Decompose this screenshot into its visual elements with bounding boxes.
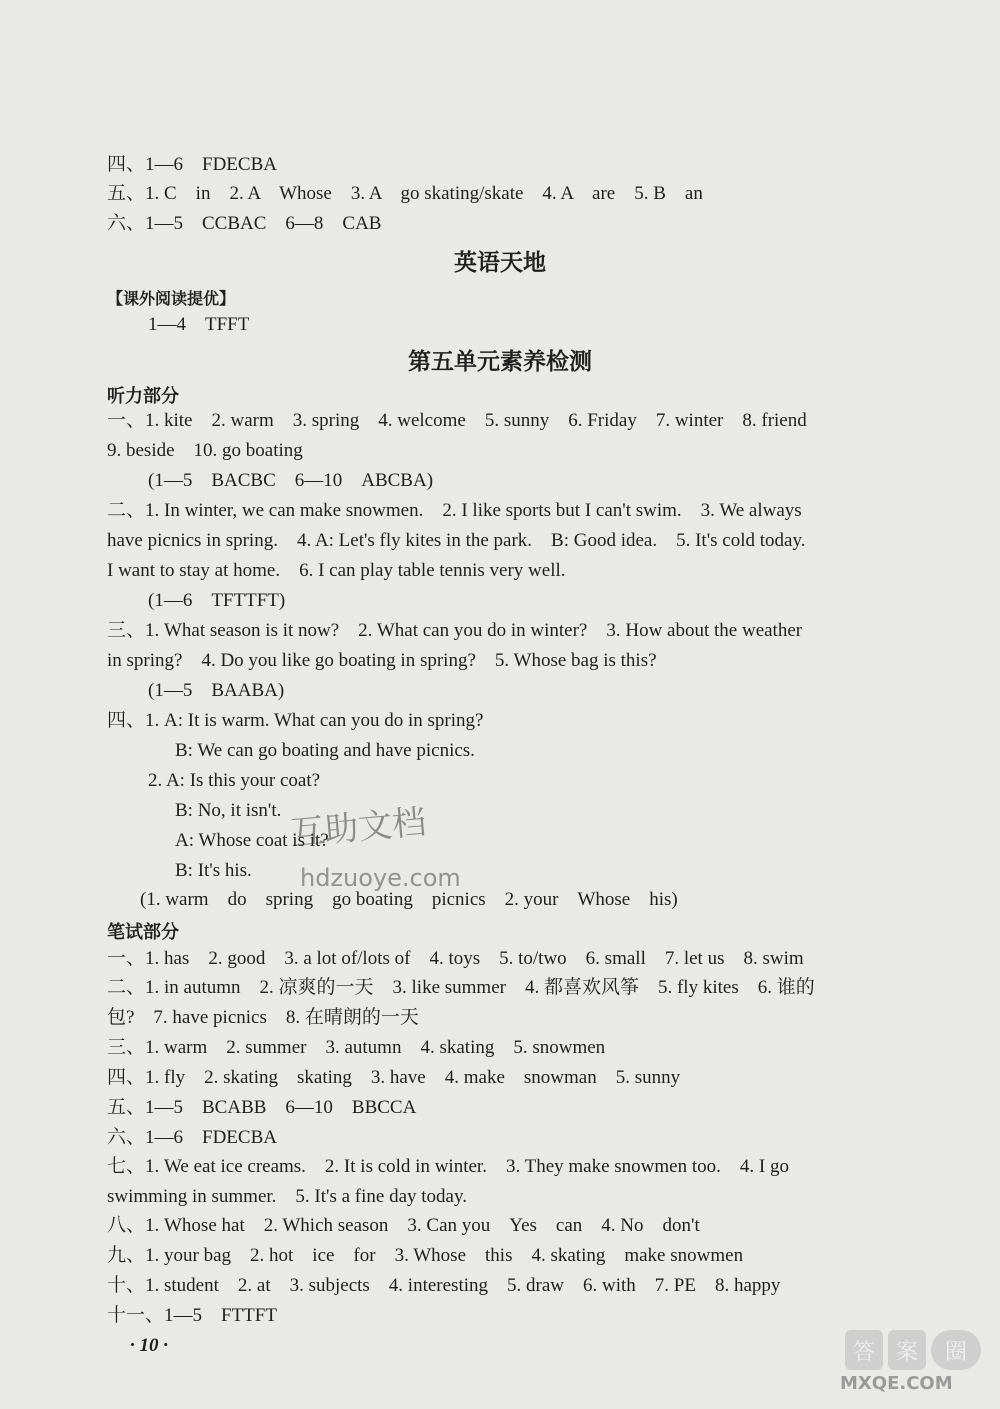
answer-line: 一、1. kite 2. warm 3. spring 4. welcome 5. sunny 6. Friday 7. winter 8. friend <box>107 410 807 431</box>
section-heading-writing: 笔试部分 <box>107 922 179 943</box>
answer-line: 三、1. What season is it now? 2. What can you do in winter? 3. How about the weather <box>107 620 803 641</box>
answer-line: 九、1. your bag 2. hot ice for 3. Whose this 4. skating make snowmen <box>107 1245 744 1266</box>
answer-line: 四、1—6 FDECBA <box>107 154 277 175</box>
answer-line: I want to stay at home. 6. I can play table tennis very well. <box>107 560 566 581</box>
answer-line: (1. warm do spring go boating picnics 2. your Whose his) <box>140 889 678 910</box>
svg-text:圈: 圈 <box>944 1340 968 1365</box>
answer-line: 六、1—5 CCBAC 6—8 CAB <box>107 213 382 234</box>
page-number: · 10 · <box>130 1335 168 1356</box>
answer-line: 四、1. A: It is warm. What can you do in spring? <box>107 710 484 731</box>
answer-line: 一、1. has 2. good 3. a lot of/lots of 4. toys 5. to/two 6. small 7. let us 8. swim <box>107 948 804 969</box>
section-heading-english-world: 英语天地 <box>454 250 546 276</box>
answer-line: 包? 7. have picnics 8. 在晴朗的一天 <box>107 1007 419 1028</box>
answer-line: B: No, it isn't. <box>175 800 282 821</box>
answer-line: 2. A: Is this your coat? <box>148 770 321 791</box>
answer-line: (1—6 TFTTFT) <box>148 590 286 611</box>
answer-line: 三、1. warm 2. summer 3. autumn 4. skating 5. snowmen <box>107 1037 606 1058</box>
watermark-url: hdzuoye.com <box>300 864 461 892</box>
answer-line: A: Whose coat is it? <box>175 830 329 851</box>
svg-text:答: 答 <box>852 1340 876 1365</box>
answer-line: 十一、1—5 FTTFT <box>107 1305 277 1326</box>
answer-line: swimming in summer. 5. It's a fine day today. <box>107 1186 467 1207</box>
section-heading-unit-test: 第五单元素养检测 <box>408 349 592 375</box>
answer-line: 十、1. student 2. at 3. subjects 4. interesting 5. draw 6. with 7. PE 8. happy <box>107 1275 781 1296</box>
section-heading-listening: 听力部分 <box>107 386 179 407</box>
answer-line: have picnics in spring. 4. A: Let's fly kites in the park. B: Good idea. 5. It's cold today. <box>107 530 806 551</box>
answer-line: 二、1. in autumn 2. 凉爽的一天 3. like summer 4. 都喜欢风筝 5. fly kites 6. 谁的 <box>107 977 815 998</box>
answer-line: in spring? 4. Do you like go boating in spring? 5. Whose bag is this? <box>107 650 657 671</box>
answer-line: 9. beside 10. go boating <box>107 440 303 461</box>
answer-line: 七、1. We eat ice creams. 2. It is cold in winter. 3. They make snowmen too. 4. I go <box>107 1156 789 1177</box>
answer-line: (1—5 BACBC 6—10 ABCBA) <box>148 470 434 491</box>
answer-line: (1—5 BAABA) <box>148 680 285 701</box>
svg-text:案: 案 <box>895 1340 919 1365</box>
answer-line: 六、1—6 FDECBA <box>107 1127 277 1148</box>
answer-line: 八、1. Whose hat 2. Which season 3. Can you Yes can 4. No don't <box>107 1215 700 1236</box>
answer-line: 二、1. In winter, we can make snowmen. 2. I like sports but I can't swim. 3. We always <box>107 500 802 521</box>
answer-line: B: We can go boating and have picnics. <box>175 740 475 761</box>
answer-line: 1—4 TFFT <box>148 314 250 335</box>
answer-line: 五、1—5 BCABB 6—10 BBCCA <box>107 1097 417 1118</box>
watermark-text: 互助文档 <box>288 802 428 854</box>
answer-line: 五、1. C in 2. A Whose 3. A go skating/skate 4. A are 5. B an <box>107 183 703 204</box>
answer-line: B: It's his. <box>175 860 252 881</box>
answer-line: 四、1. fly 2. skating skating 3. have 4. make snowman 5. sunny <box>107 1067 681 1088</box>
site-logo-text: MXQE.COM <box>840 1373 953 1394</box>
section-heading-reading: 【课外阅读提优】 <box>107 289 236 308</box>
